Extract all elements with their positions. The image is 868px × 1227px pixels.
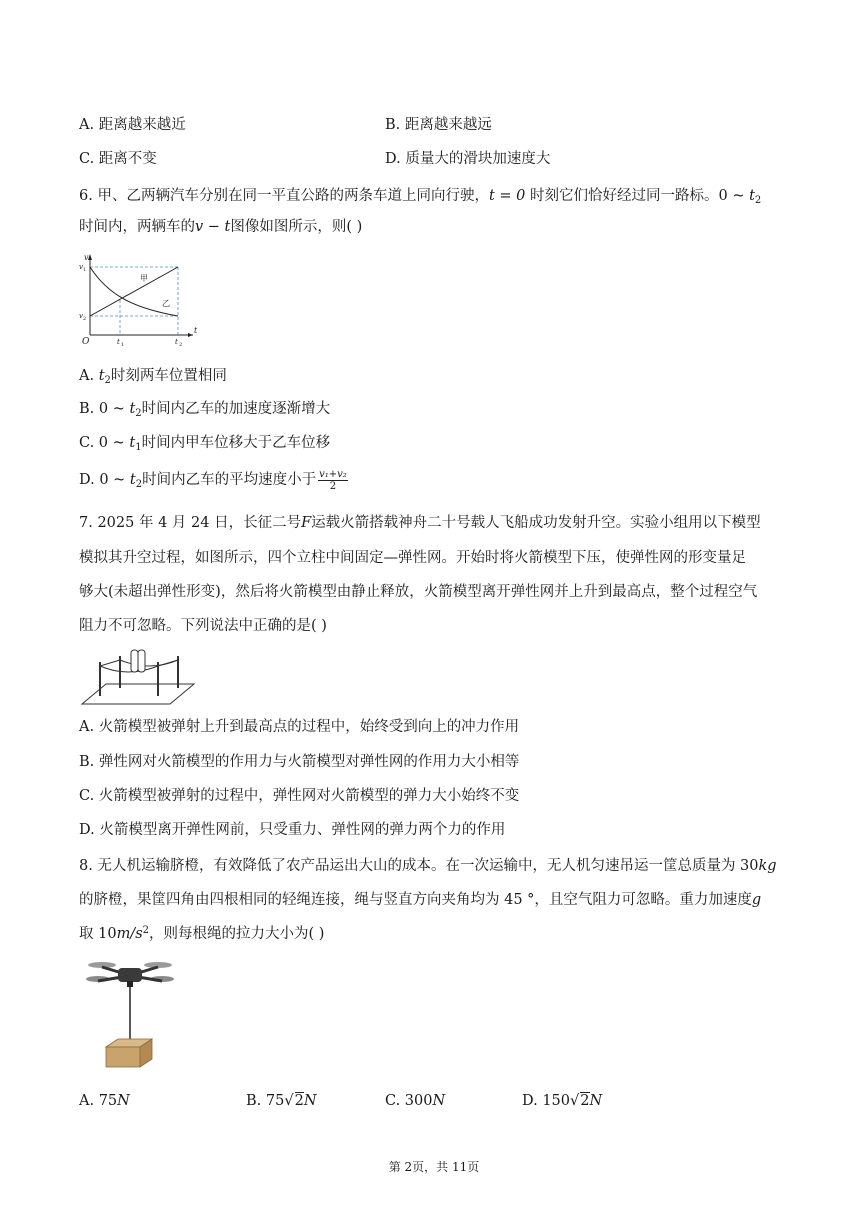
svg-text:2: 2 <box>83 316 87 322</box>
q6-option-b: B. 0 ~ $t_2$时间内乙车的加速度逐渐增大 <box>79 401 331 419</box>
q7-option-a: A. 火箭模型被弹射上升到最高点的过程中，始终受到向上的冲力作用 <box>79 719 520 735</box>
yi-label: 乙 <box>162 299 170 308</box>
jia-line <box>90 267 178 316</box>
q7-stem-line4: 阻力不可忽略。下列说法中正确的是( ) <box>79 618 327 634</box>
q6-vt-graph <box>78 250 198 346</box>
t-axis-label: t <box>194 326 198 335</box>
rocket-model <box>131 650 138 672</box>
q7-stem-line3: 够大(未超出弹性形变)，然后将火箭模型由静止释放，火箭模型离开弹性网并上升到最高点，整个过程空气 <box>79 584 758 600</box>
q7-option-c: C. 火箭模型被弹射的过程中，弹性网对火箭模型的弹力大小始终不变 <box>79 788 520 804</box>
q8-option-d: D. 150√2N <box>522 1093 603 1109</box>
q7-option-d: D. 火箭模型离开弹性网前，只受重力、弹性网的弹力两个力的作用 <box>79 822 506 838</box>
q8-stem-line2: 的脐橙，果筐四角由四根相同的轻绳连接，绳与竖直方向夹角均为 45 °，且空气阻力可忽略。重力加速度g <box>79 892 762 908</box>
v1-label: v <box>79 263 83 271</box>
origin-label: O <box>82 337 90 346</box>
q5-option-b: B. 距离越来越远 <box>385 117 492 133</box>
t-axis-arrow <box>188 333 193 337</box>
q7-stem-line2: 模拟其升空过程，如图所示，四个立柱中间固定—弹性网。开始时将火箭模型下压，使弹性网的形变量足 <box>79 550 746 566</box>
svg-text:1: 1 <box>121 342 125 346</box>
q5-option-a: A. 距离越来越近 <box>79 117 186 133</box>
v-axis-label: v <box>84 253 89 262</box>
q7-rocket-net-figure <box>80 644 198 710</box>
q6-stem-line2: 时间内，两辆车的v − t图像如图所示，则( ) <box>79 219 363 235</box>
svg-text:1: 1 <box>83 267 87 273</box>
q8-option-a: A. 75N <box>79 1093 130 1109</box>
jia-label: 甲 <box>140 274 148 283</box>
q7-stem-line1: 7. 2025 年 4 月 24 日，长征二号F运载火箭搭载神舟二十号载人飞船成功发射升空。实验小组用以下模型 <box>79 515 761 531</box>
q8-option-c: C. 300N <box>385 1093 446 1109</box>
q8-stem-line3: 取 $10m/s^2$，则每根绳的拉力大小为( ) <box>79 925 325 942</box>
q8-option-b: B. 75√2N <box>246 1093 317 1109</box>
box-front <box>106 1047 140 1067</box>
t2-label: t <box>175 338 178 346</box>
page-footer: 第 2页，共 11页 <box>388 1160 480 1174</box>
q8-drone-figure <box>84 957 176 1073</box>
q6-option-a: A. $t_2$时刻两车位置相同 <box>79 368 227 386</box>
drone-body <box>118 968 142 982</box>
v2-label: v <box>79 312 83 320</box>
svg-text:2: 2 <box>179 342 183 346</box>
q5-option-d: D. 质量大的滑块加速度大 <box>385 151 551 167</box>
q6-option-c: C. 0 ~ $t_1$时间内甲车位移大于乙车位移 <box>79 435 331 453</box>
avg-velocity-fraction: $\frac{\text{v₁+v₂}}{2}$ <box>319 468 347 492</box>
q6-option-d: D. 0 ~ $t_2$时间内乙车的平均速度小于 $\frac{\text{v₁+v₂}}{2}$ <box>79 468 347 492</box>
q5-option-c: C. 距离不变 <box>79 151 157 167</box>
q8-stem-line1: 8. 无人机运输脐橙，有效降低了农产品运出大山的成本。在一次运输中，无人机匀速吊运一筐总质量为 30kg <box>79 858 777 874</box>
t1-label: t <box>117 338 120 346</box>
v-axis-arrow <box>88 254 92 260</box>
net-front <box>100 666 158 672</box>
q6-stem-line1: 6. 甲、乙两辆汽车分别在同一平直公路的两条车道上同向行驶，t = 0 时刻它们恰好经过同一路标。0 ~ $t_2$ <box>79 188 762 206</box>
q7-option-b: B. 弹性网对火箭模型的作用力与火箭模型对弹性网的作用力大小相等 <box>79 754 520 770</box>
